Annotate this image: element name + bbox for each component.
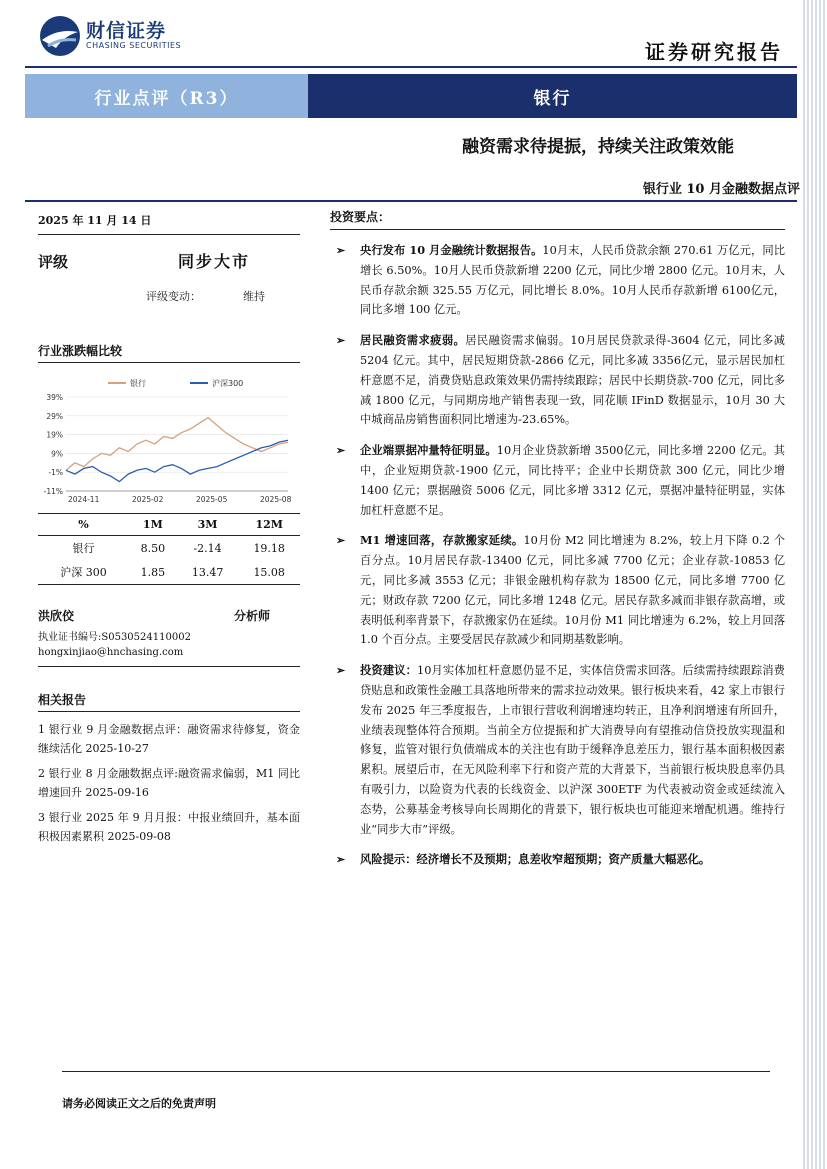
- table-header: 3M: [177, 514, 239, 536]
- performance-table: [38, 513, 300, 585]
- y-tick-label: 9%: [51, 449, 63, 459]
- y-tick-label: 29%: [46, 411, 63, 421]
- table-cell: 1.85: [129, 560, 177, 585]
- logo-text-cn: 财信证券: [86, 20, 167, 42]
- arrow-bullet-icon: ➢: [336, 444, 346, 458]
- table-cell: 13.47: [177, 560, 239, 585]
- analyst-email[interactable]: hongxinjiao@hnchasing.com: [38, 647, 184, 658]
- table-header: 1M: [129, 514, 177, 536]
- report-date: 2025 年 11 月 14 日: [38, 214, 152, 227]
- analyst-name: 洪欣佼: [38, 609, 75, 623]
- company-logo: [38, 14, 188, 58]
- report-category: 行业点评（R3）: [25, 74, 308, 118]
- chart-svg: [38, 369, 300, 509]
- key-point-item: [330, 441, 785, 520]
- key-point-lead: 企业端票据冲量特征明显。: [360, 443, 497, 458]
- analyst-info: [38, 630, 300, 660]
- related-report-item[interactable]: 3 银行业 2025 年 9 月月报：中报业绩回升，基本面积极因素累积 2025-09-08: [38, 811, 300, 843]
- arrow-bullet-icon: ➢: [336, 534, 346, 548]
- related-reports: [38, 720, 300, 846]
- perf-section-title: 行业涨跌幅比较: [38, 342, 300, 363]
- legend-label: 银行: [130, 379, 146, 388]
- header-divider: [25, 66, 797, 68]
- key-point-item: [330, 241, 785, 320]
- report-title: 融资需求待提振，持续关注政策效能: [462, 137, 734, 157]
- rating-label: 评级: [38, 253, 69, 271]
- y-tick-label: 19%: [46, 430, 63, 440]
- rating-change-row: [38, 288, 300, 304]
- table-header: %: [38, 514, 129, 536]
- related-report-item[interactable]: 1 银行业 9 月金融数据点评：融资需求待修复，资金继续活化 2025-10-27: [38, 723, 300, 755]
- decorative-stripe: [803, 0, 827, 1169]
- report-subtitle: 银行业 10 月金融数据点评: [642, 182, 800, 197]
- table-cell: 15.08: [238, 560, 300, 585]
- table-header-row: [38, 514, 300, 536]
- key-point-item: [330, 850, 785, 870]
- rating-row: [38, 249, 300, 272]
- key-point-item: [330, 331, 785, 430]
- table-cell: 8.50: [140, 541, 166, 555]
- series-line: [66, 440, 288, 481]
- key-point-body: 10月实体加杠杆意愿仍显不足，实体信贷需求回落。后续需持续跟踪消费贷贴息和政策性金融工具落地所带来的需求拉动效果。银行板块来看，42 家上市银行发布 2025 年三季度报告，上市银行营收利润增速均转正，且净利润增速有所回升，业绩表现整体符合预期。当前全方位提振和扩大消费导向有望推动信贷投放实现温和修复，监管对银行负债端成本的关注也有助于缓释净息差压力，银行基本面积极因素累积。展望后市，在无风险利率下行和资产荒的大背景下，当前银行板块股息率仍具有吸引力，以险资为代表的长线资金、以沪深 300ETF 为代表被动资金或延续流入态势，公募基金考核导向长周期化的背景下，银行板块也可能迎来增配机遇。维持行业“同步大市”评级。: [360, 664, 785, 836]
- key-point-body: 10月末，人民币贷款余额 270.61 万亿元，同比增长 6.50%。10月人民币贷款新增 2200 亿元，同比少增 2800 亿元。10月末，人民币存款余额 325.55 万亿元，同比增长 8.0%。10月人民币存款新增 6100亿元，同比多增 100 亿元。: [360, 244, 785, 317]
- table-cell: 沪深 300: [38, 560, 129, 585]
- key-point-body: 居民融资需求偏弱。10月居民贷款录得-3604 亿元，同比多减 5204 亿元。其中，居民短期贷款-2866 亿元，同比多减 3356亿元，显示居民加杠杆意愿不足，消费贷贴息政策效果仍需持续跟踪；居民中长期贷款-700 亿元，同比多减 1800 亿元，与同期房地产销售表现一致，同花顺 IFinD 数据显示，10月 30 大中城商品房销售面积同比增速为-23.65%。: [360, 334, 785, 427]
- logo-emblem-icon: [38, 14, 82, 58]
- analyst-row: [38, 607, 300, 624]
- key-point-item: [330, 661, 785, 839]
- arrow-bullet-icon: ➢: [336, 664, 346, 678]
- table-row: [38, 536, 300, 561]
- performance-chart: [38, 369, 300, 509]
- key-point-lead: 央行发布 10 月金融统计数据报告。: [360, 243, 543, 257]
- x-tick-label: 2025-02: [132, 495, 164, 504]
- table-row: [38, 560, 300, 585]
- related-section-title: 相关报告: [38, 691, 300, 712]
- key-point-item: [330, 531, 785, 650]
- rating-value: 同步大市: [178, 252, 251, 271]
- x-tick-label: 2025-08: [260, 495, 292, 504]
- key-points-title: 投资要点：: [330, 208, 785, 230]
- table-cell: 19.18: [253, 541, 285, 555]
- table-header: 12M: [238, 514, 300, 536]
- series-line: [66, 418, 288, 471]
- rating-change-value: 维持: [243, 290, 265, 303]
- analyst-role: 分析师: [233, 609, 270, 623]
- key-point-lead: 风险提示：经济增长不及预期；息差收窄超预期；资产质量大幅恶化。: [360, 852, 711, 867]
- legend-label: 沪深300: [212, 379, 244, 388]
- table-cell: -2.14: [193, 541, 222, 555]
- x-tick-label: 2024-11: [68, 495, 100, 504]
- key-point-lead: 居民融资需求疲弱。: [360, 333, 466, 348]
- y-tick-label: -1%: [48, 468, 63, 478]
- arrow-bullet-icon: ➢: [336, 244, 346, 257]
- sidebar: [38, 206, 300, 852]
- analyst-divider: [38, 666, 300, 667]
- y-tick-label: -11%: [43, 487, 63, 496]
- report-type: 证券研究报告: [645, 40, 783, 64]
- footer-disclaimer: 请务必阅读正文之后的免责声明: [62, 1097, 216, 1110]
- related-report-item[interactable]: 2 银行业 8 月金融数据点评:融资需求偏弱，M1 同比增速回升 2025-09-16: [38, 767, 300, 799]
- date-divider: [38, 234, 300, 235]
- arrow-bullet-icon: ➢: [336, 853, 346, 867]
- analyst-cert: 执业证书编号:S0530524110002: [38, 632, 191, 643]
- subtitle-divider: [25, 200, 797, 202]
- arrow-bullet-icon: ➢: [336, 334, 346, 348]
- y-tick-label: 39%: [46, 393, 63, 402]
- x-tick-label: 2025-05: [196, 495, 228, 504]
- key-point-body: 10月份 M2 同比增速为 8.2%，较上月下降 0.2 个百分点。10月居民存款-13400 亿元，同比多减 7700 亿元；企业存款-10853 亿元，同比多减 3553 亿元；非银金融机构存款为 18500 亿元，同比多增 7700 亿元；财政存款 7200 亿元，同比多增 1248 亿元。居民存款多减而非银存款高增，或表明低利率背景下，存款搬家仍在延续。10月份 M1 同比增速为 6.2%，较上月回落 1.0 个百分点。主要受居民存款减少和同期基数影响。: [360, 534, 785, 647]
- footer-divider: [62, 1071, 770, 1072]
- key-point-lead: M1 增速回落，存款搬家延续。: [360, 533, 524, 548]
- key-point-body: 10月企业贷款新增 3500亿元，同比多增 2200 亿元。其中，企业短期贷款-1900 亿元，同比持平；企业中长期贷款 300 亿元，同比少增 1400 亿元；票据融资 5006 亿元，同比多增 3312 亿元，票据冲量特征明显，实体加杠杆意愿不足。: [360, 444, 785, 517]
- table-cell: 银行: [72, 542, 95, 555]
- rating-change-label: 评级变动：: [146, 290, 201, 303]
- logo-text-en: CHASING SECURITIES: [86, 41, 182, 50]
- key-point-lead: 投资建议：: [360, 663, 418, 678]
- main-content: [330, 208, 785, 870]
- industry-name: 银行: [308, 74, 797, 118]
